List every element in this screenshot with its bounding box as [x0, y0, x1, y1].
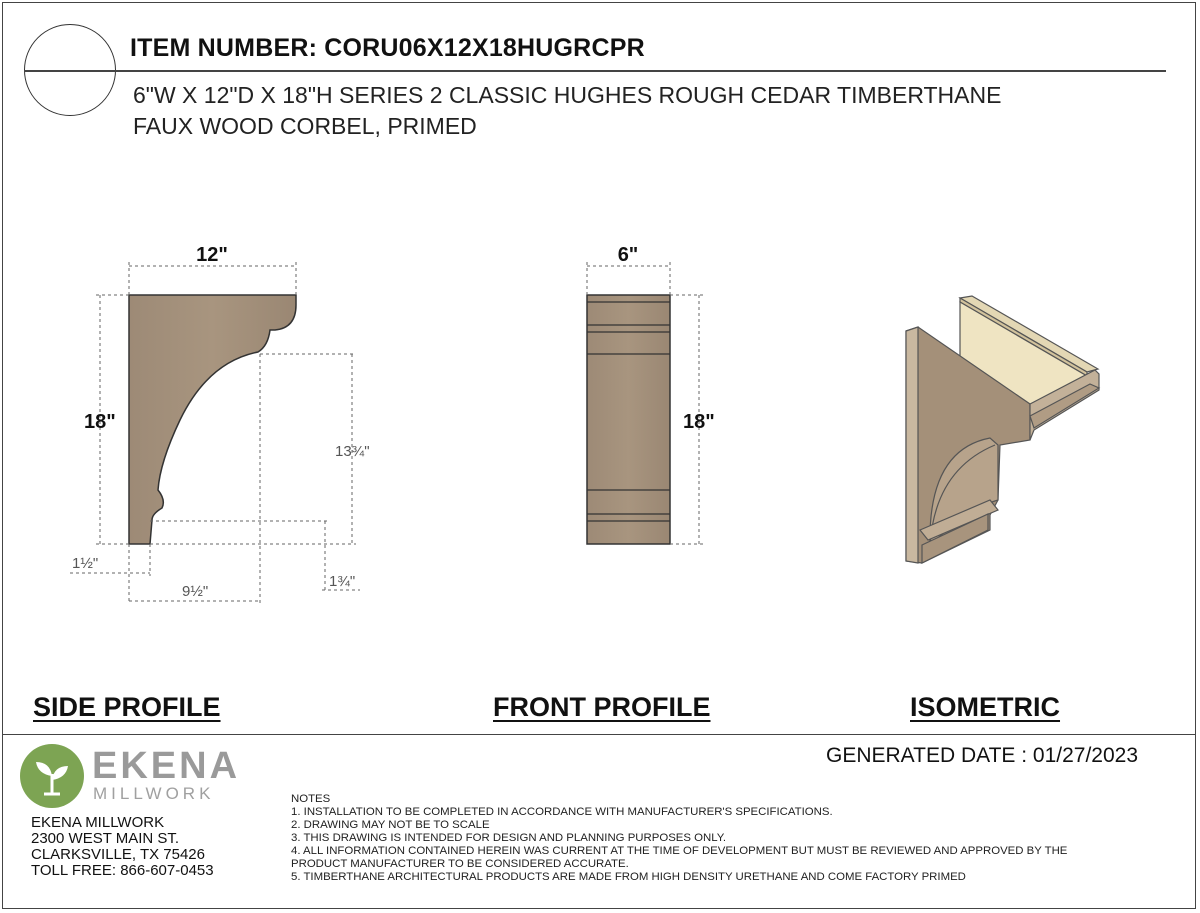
- item-number: ITEM NUMBER: CORU06X12X18HUGRCPR: [130, 34, 645, 62]
- generated-date: GENERATED DATE : 01/27/2023: [826, 744, 1139, 767]
- side-base-height-dim: 1¾": [329, 573, 356, 590]
- notes-title: NOTES: [291, 793, 331, 805]
- notes-block: [291, 793, 1067, 884]
- description-line-2: FAUX WOOD CORBEL, PRIMED: [133, 113, 477, 139]
- note-line: 5. TIMBERTHANE ARCHITECTURAL PRODUCTS ARE MADE FROM HIGH DENSITY URETHANE AND COME FACTORY PRIMED: [291, 871, 966, 883]
- address-line: TOLL FREE: 866-607-0453: [31, 862, 214, 879]
- address-line: EKENA MILLWORK: [31, 814, 165, 831]
- logo-subtitle: MILLWORK: [93, 784, 215, 803]
- front-height-dim: 18": [683, 411, 715, 433]
- description-line-1: 6"W X 12"D X 18"H SERIES 2 CLASSIC HUGHES ROUGH CEDAR TIMBERTHANE: [133, 82, 1002, 108]
- address-line: CLARKSVILLE, TX 75426: [31, 846, 205, 863]
- side-arc-height-dim: 13¾": [335, 443, 370, 460]
- note-line: 3. THIS DRAWING IS INTENDED FOR DESIGN AND PLANNING PURPOSES ONLY.: [291, 832, 727, 844]
- leaf-logo-icon: [20, 744, 84, 808]
- address-line: 2300 WEST MAIN ST.: [31, 830, 180, 847]
- front-profile-label: FRONT PROFILE: [493, 692, 711, 722]
- note-line: 2. DRAWING MAY NOT BE TO SCALE: [291, 819, 490, 831]
- side-profile-label: SIDE PROFILE: [33, 692, 221, 722]
- company-address: [31, 815, 214, 879]
- front-profile-view: [587, 244, 715, 544]
- side-arc-width-dim: 9½": [182, 583, 209, 600]
- note-line: PRODUCT MANUFACTURER TO BE CONSIDERED ACCURATE.: [291, 858, 629, 870]
- front-width-dim: 6": [617, 244, 639, 266]
- side-profile-view: [70, 244, 370, 604]
- side-base-offset-dim: 1½": [72, 555, 99, 572]
- side-profile-shape: [129, 295, 296, 544]
- isometric-label: ISOMETRIC: [910, 692, 1061, 722]
- footer-rule: [3, 734, 1196, 735]
- side-width-dim: 12": [196, 244, 228, 266]
- isometric-view: [906, 296, 1099, 563]
- note-line: 1. INSTALLATION TO BE COMPLETED IN ACCORDANCE WITH MANUFACTURER'S SPECIFICATIONS.: [291, 806, 833, 818]
- logo-wordmark: EKENA: [92, 745, 241, 787]
- note-line: 4. ALL INFORMATION CONTAINED HEREIN WAS CURRENT AT THE TIME OF DEVELOPMENT BUT MUST BE REVIEWED AND APPROVED BY THE: [291, 845, 1068, 857]
- side-height-dim: 18": [84, 411, 116, 433]
